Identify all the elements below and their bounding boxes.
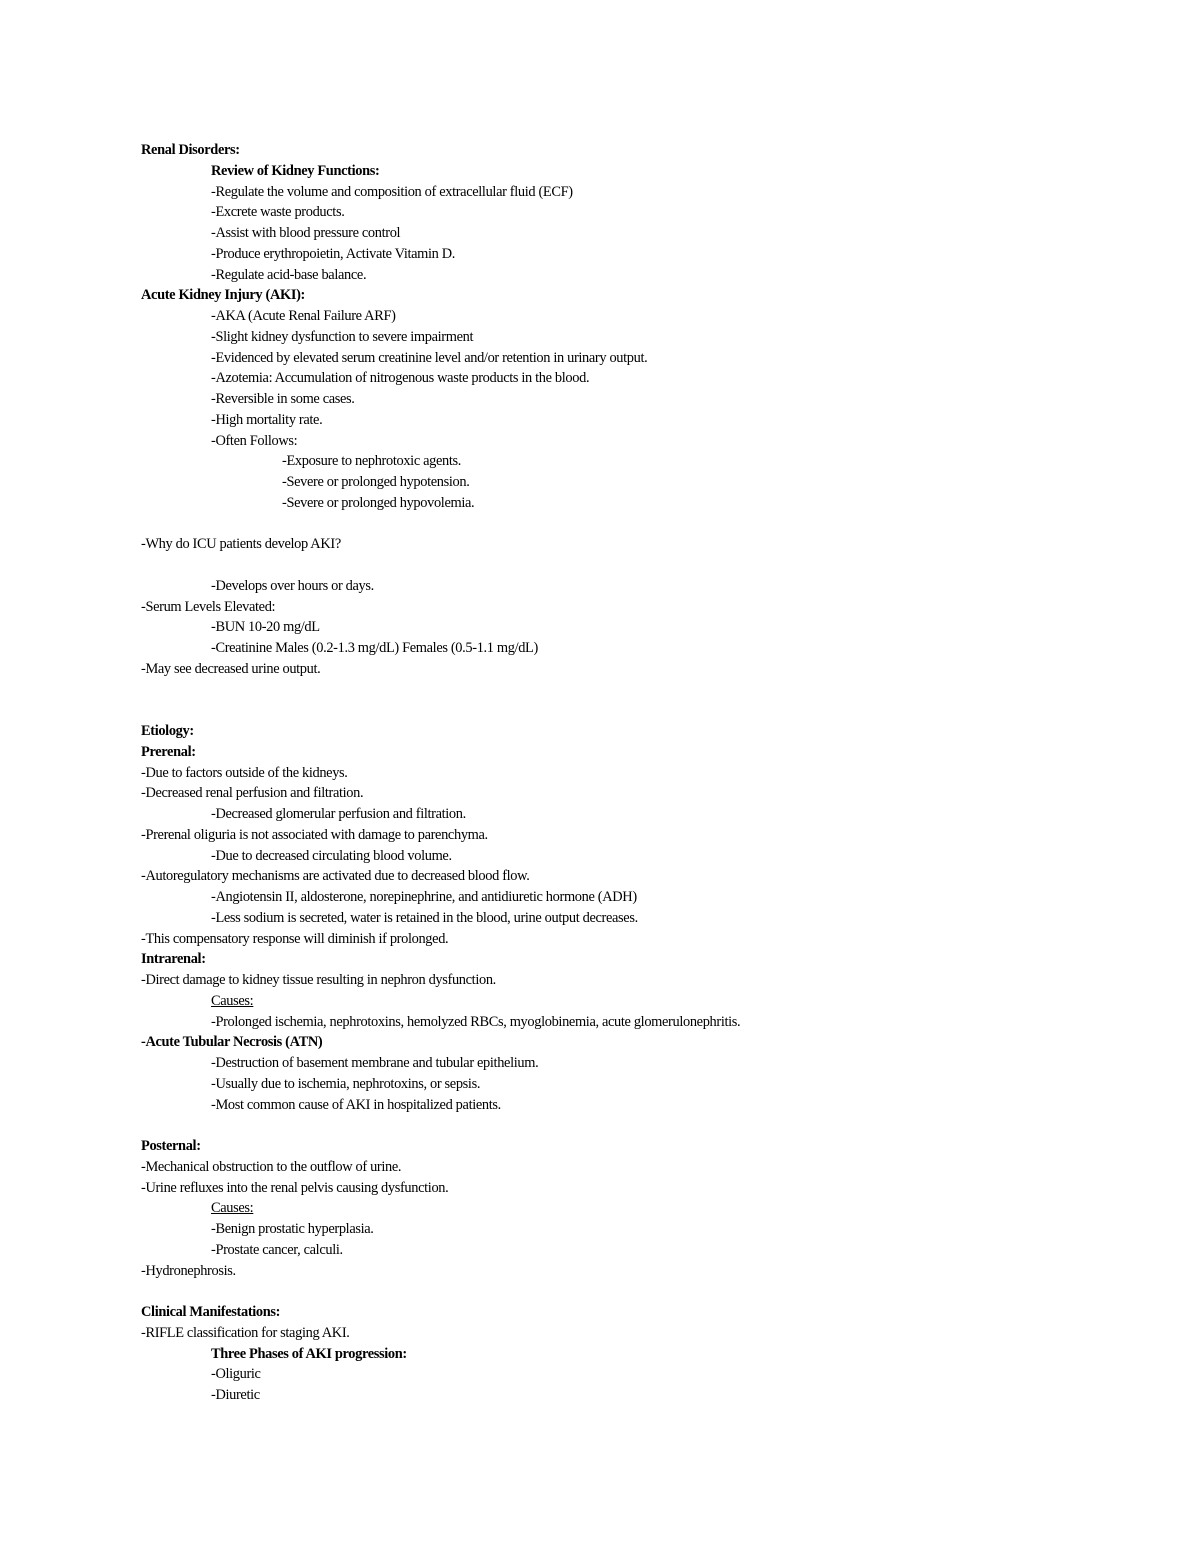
text-line: -Assist with blood pressure control bbox=[211, 225, 401, 241]
text-line: -Autoregulatory mechanisms are activated due to decreased blood flow. bbox=[141, 868, 530, 885]
text-line: -RIFLE classification for staging AKI. bbox=[141, 1324, 350, 1341]
section-heading: -Acute Tubular Necrosis (ATN) bbox=[141, 1034, 323, 1051]
text-line: -Azotemia: Accumulation of nitrogenous waste products in the blood. bbox=[211, 370, 590, 387]
text-line: -Serum Levels Elevated: bbox=[141, 598, 276, 615]
section-heading: Clinical Manifestations: bbox=[141, 1304, 281, 1320]
text-line: -Reversible in some cases. bbox=[211, 391, 355, 407]
text-line: -Regulate the volume and composition of extracellular fluid (ECF) bbox=[211, 183, 573, 200]
text-line: -Produce erythropoietin, Activate Vitamin D. bbox=[211, 245, 456, 262]
text-line: -Severe or prolonged hypotension. bbox=[282, 474, 470, 490]
section-heading: Review of Kidney Functions: bbox=[211, 162, 380, 179]
text-line: -Hydronephrosis. bbox=[141, 1262, 236, 1279]
text-line: -Exposure to nephrotoxic agents. bbox=[282, 453, 462, 470]
section-heading: Etiology: bbox=[141, 723, 194, 739]
text-line: -Benign prostatic hyperplasia. bbox=[211, 1221, 374, 1237]
text-line: -Why do ICU patients develop AKI? bbox=[141, 536, 341, 553]
text-line: -This compensatory response will diminish if prolonged. bbox=[141, 930, 449, 947]
text-line: -Evidenced by elevated serum creatinine level and/or retention in urinary output. bbox=[211, 349, 648, 366]
section-heading: Intrarenal: bbox=[141, 951, 206, 968]
text-line: -Regulate acid-base balance. bbox=[211, 266, 367, 283]
blank-line bbox=[141, 1281, 1141, 1302]
text-line: -May see decreased urine output. bbox=[141, 660, 321, 677]
text-line: -Oliguric bbox=[211, 1366, 261, 1383]
text-line: -Less sodium is secreted, water is retained in the blood, urine output decreases. bbox=[211, 909, 638, 926]
document-body bbox=[141, 140, 1141, 1406]
text-line: -Due to decreased circulating blood volume. bbox=[211, 847, 452, 864]
text-line: -High mortality rate. bbox=[211, 411, 323, 428]
text-line: -Usually due to ischemia, nephrotoxins, or sepsis. bbox=[211, 1075, 481, 1092]
text-line: -Prerenal oliguria is not associated with damage to parenchyma. bbox=[141, 826, 488, 843]
blank-line bbox=[141, 1115, 1141, 1136]
text-line: -AKA (Acute Renal Failure ARF) bbox=[211, 308, 396, 324]
blank-line bbox=[141, 700, 1141, 721]
text-line: -Mechanical obstruction to the outflow of urine. bbox=[141, 1158, 402, 1175]
text-line: -Destruction of basement membrane and tubular epithelium. bbox=[211, 1055, 539, 1071]
text-line: -Due to factors outside of the kidneys. bbox=[141, 764, 348, 781]
section-heading: Three Phases of AKI progression: bbox=[211, 1345, 407, 1362]
text-line: -Most common cause of AKI in hospitalized patients. bbox=[211, 1096, 501, 1113]
section-heading: Renal Disorders: bbox=[141, 142, 240, 158]
text-line: -Develops over hours or days. bbox=[211, 577, 374, 594]
text-line: -Direct damage to kidney tissue resulting in nephron dysfunction. bbox=[141, 972, 496, 988]
text-line: -Prolonged ischemia, nephrotoxins, hemolyzed RBCs, myoglobinemia, acute glomerulonephritis. bbox=[211, 1013, 741, 1030]
subheading-label: Causes: bbox=[211, 1200, 254, 1217]
text-line: -BUN 10-20 mg/dL bbox=[211, 619, 320, 636]
text-line: -Decreased glomerular perfusion and filtration. bbox=[211, 806, 466, 822]
text-line: -Prostate cancer, calculi. bbox=[211, 1241, 343, 1258]
text-line: -Severe or prolonged hypovolemia. bbox=[282, 494, 475, 511]
subheading-label: Causes: bbox=[211, 992, 254, 1009]
text-line: -Excrete waste products. bbox=[211, 204, 345, 221]
text-line: -Slight kidney dysfunction to severe impairment bbox=[211, 328, 474, 345]
text-line: -Creatinine Males (0.2-1.3 mg/dL) Females (0.5-1.1 mg/dL) bbox=[211, 640, 538, 656]
blank-line bbox=[141, 514, 1141, 535]
blank-line bbox=[141, 555, 1141, 576]
text-line: -Angiotensin II, aldosterone, norepinephrine, and antidiuretic hormone (ADH) bbox=[211, 889, 637, 905]
text-line: -Decreased renal perfusion and filtration. bbox=[141, 785, 364, 802]
text-line: -Diuretic bbox=[211, 1387, 260, 1403]
section-heading: Posternal: bbox=[141, 1138, 201, 1154]
blank-line bbox=[141, 680, 1141, 701]
text-line: -Urine refluxes into the renal pelvis causing dysfunction. bbox=[141, 1179, 449, 1196]
text-line: -Often Follows: bbox=[211, 432, 298, 449]
section-heading: Prerenal: bbox=[141, 743, 196, 760]
section-heading: Acute Kidney Injury (AKI): bbox=[141, 287, 305, 304]
